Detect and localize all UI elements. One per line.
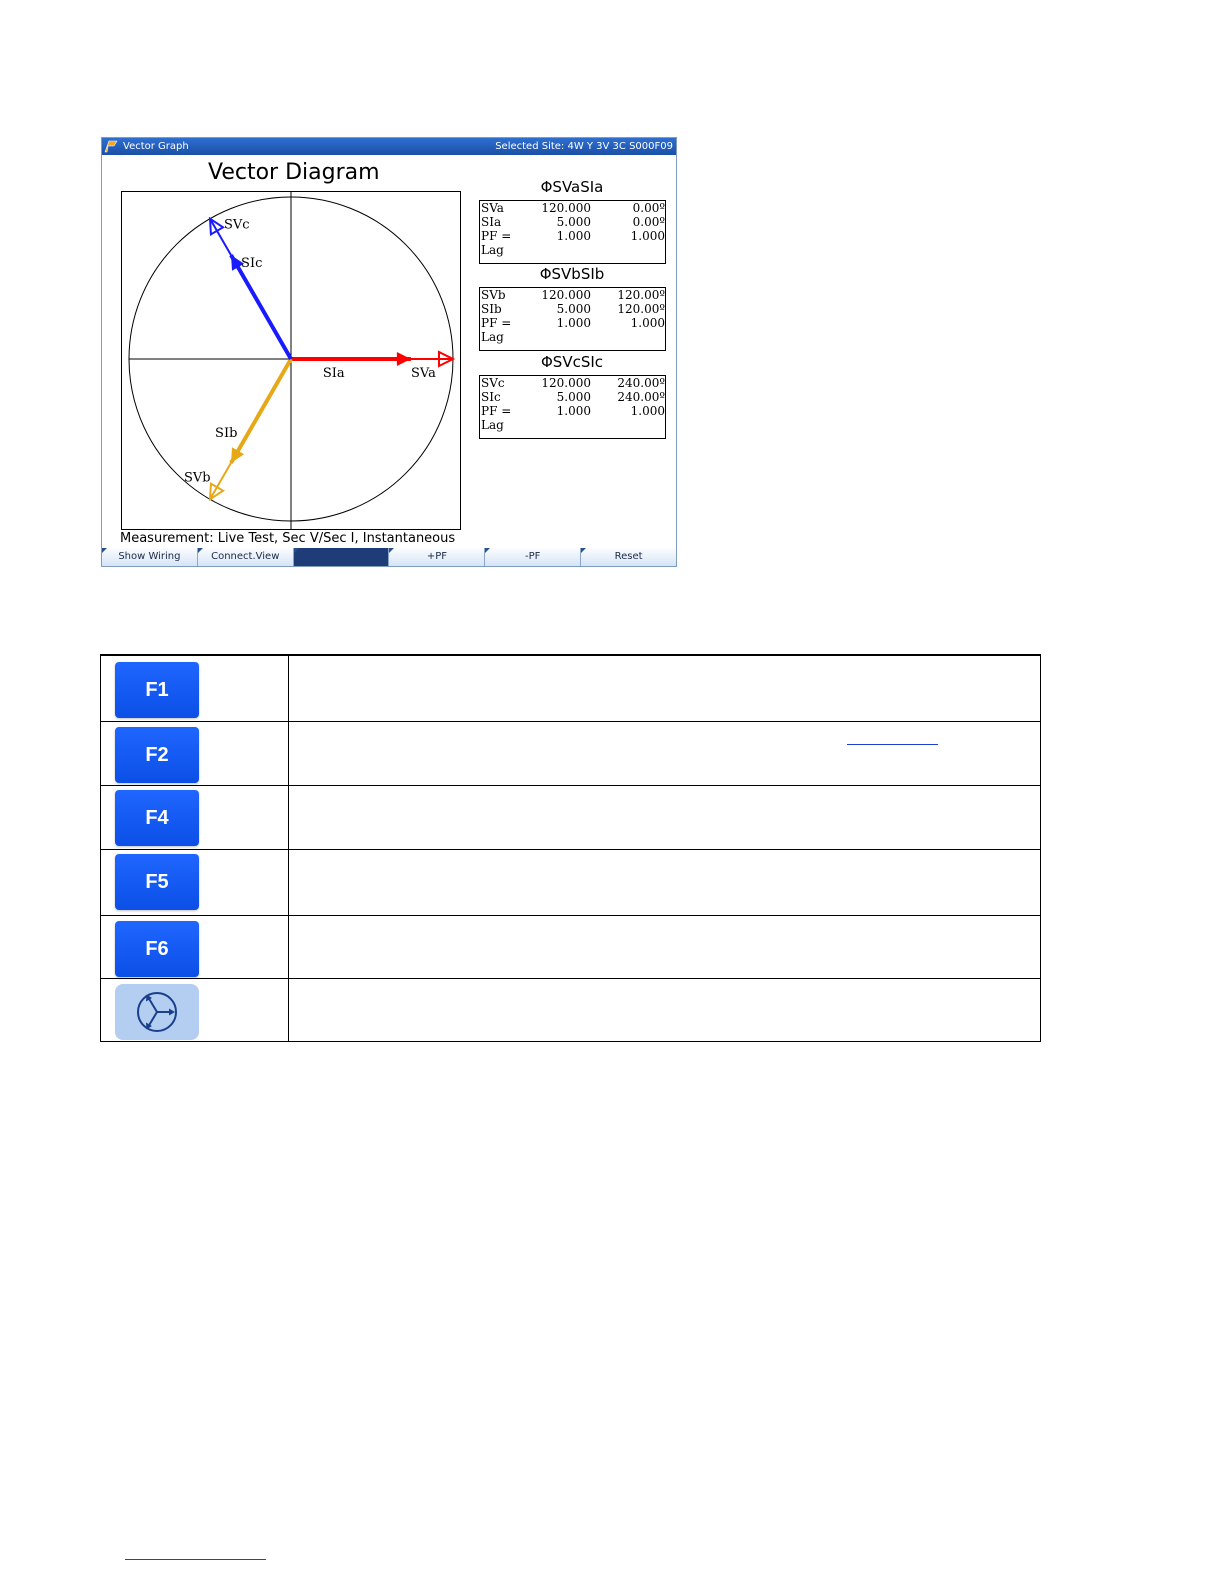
vector-graph-window <box>101 137 677 567</box>
row-label: Lag <box>481 243 504 257</box>
phase-panel <box>479 287 666 351</box>
row-angle: 240.00º <box>617 376 665 390</box>
vector-description <box>301 979 1030 1042</box>
phase-panel-row <box>481 288 665 302</box>
table-row-f5 <box>101 849 1040 916</box>
footer-link[interactable] <box>125 1559 266 1560</box>
f4-description <box>301 786 1030 850</box>
window-title: Vector Graph <box>123 141 189 152</box>
softkey-show-wiring[interactable]: Show Wiring <box>102 548 197 566</box>
row-angle: 120.00º <box>617 302 665 316</box>
row-value: 1.000 <box>556 404 591 418</box>
vector-label-sic: SIc <box>241 256 263 272</box>
row-label: SVb <box>481 288 506 302</box>
softkey-plus-pf[interactable]: +PF <box>388 548 484 566</box>
vector-label-sia: SIa <box>322 366 345 381</box>
row-label: SVc <box>481 376 505 390</box>
f6-description <box>301 916 1030 979</box>
table-row-vector <box>101 978 1040 1042</box>
f6-key-button[interactable]: F6 <box>115 921 199 977</box>
softkey-reset[interactable]: Reset <box>580 548 676 566</box>
row-label: PF = <box>481 404 512 418</box>
phase-panel <box>479 375 666 439</box>
vector-diagram-icon[interactable] <box>115 984 199 1040</box>
measurement-label: Measurement: Live Test, Sec V/Sec I, Instantaneous <box>120 531 456 546</box>
row-label: SIc <box>481 390 501 404</box>
row-angle: 120.00º <box>617 288 665 302</box>
title-bar <box>102 138 676 155</box>
row-label: PF = <box>481 229 512 243</box>
vector-label-sib: SIb <box>215 425 238 441</box>
row-angle: 1.000 <box>630 404 665 418</box>
row-angle: 1.000 <box>630 229 665 243</box>
phase-panel-row <box>481 330 665 344</box>
row-value: 5.000 <box>556 302 591 316</box>
f1-key-button[interactable]: F1 <box>115 662 199 718</box>
softkey-blank[interactable] <box>293 548 389 566</box>
row-value: 120.000 <box>541 288 591 302</box>
vector-diagram-icon-glyph <box>115 984 199 1040</box>
table-row-f1 <box>101 655 1040 722</box>
row-label: SVa <box>481 201 504 215</box>
row-value: 1.000 <box>556 316 591 330</box>
app-logo-icon <box>104 140 118 153</box>
row-angle: 240.00º <box>617 390 665 404</box>
row-angle: 0.00º <box>632 215 665 229</box>
phase-panel-row <box>481 316 665 330</box>
phase-panel-row <box>481 418 665 432</box>
phase-panel-title: ΦSVbSIb <box>539 265 605 283</box>
function-key-table <box>100 654 1041 1042</box>
vector-label-sva: SVa <box>411 366 436 381</box>
f4-key-button[interactable]: F4 <box>115 790 199 846</box>
row-label: PF = <box>481 316 512 330</box>
f2-key-button[interactable]: F2 <box>115 727 199 783</box>
vector-label-svc: SVc <box>224 217 250 233</box>
row-angle: 1.000 <box>630 316 665 330</box>
softkey-connect-view[interactable]: Connect.View <box>197 548 293 566</box>
softkey-bar <box>102 548 676 566</box>
phase-panel <box>479 200 666 264</box>
f5-key-button[interactable]: F5 <box>115 854 199 910</box>
row-value: 5.000 <box>556 215 591 229</box>
diagram-title: Vector Diagram <box>208 160 380 185</box>
phase-panel-row <box>481 201 665 215</box>
row-angle: 0.00º <box>632 201 665 215</box>
phase-panel-row <box>481 390 665 404</box>
row-label: Lag <box>481 330 504 344</box>
row-label: SIa <box>481 215 502 229</box>
phase-panel-row <box>481 243 665 257</box>
f5-description <box>301 850 1030 916</box>
row-label: SIb <box>481 302 502 316</box>
phase-panel-row <box>481 229 665 243</box>
phase-panel-title: ΦSVcSIc <box>540 353 604 371</box>
vector-plot <box>121 191 461 530</box>
vector-label-svb: SVb <box>184 470 211 486</box>
selected-site: Selected Site: 4W Y 3V 3C S000F09 <box>495 141 673 152</box>
row-value: 120.000 <box>541 201 591 215</box>
row-value: 120.000 <box>541 376 591 390</box>
phase-panel-row <box>481 376 665 390</box>
link-underline[interactable] <box>847 744 938 745</box>
f2-description <box>301 722 1030 785</box>
row-value: 1.000 <box>556 229 591 243</box>
phase-panel-row <box>481 215 665 229</box>
row-label: Lag <box>481 418 504 432</box>
phase-panel-title: ΦSVaSIa <box>540 178 604 196</box>
row-value: 5.000 <box>556 390 591 404</box>
phase-panel-row <box>481 302 665 316</box>
f1-description <box>301 656 1030 722</box>
phase-panel-row <box>481 404 665 418</box>
table-row-f4 <box>101 785 1040 850</box>
table-row-f6 <box>101 915 1040 979</box>
softkey-minus-pf[interactable]: -PF <box>484 548 580 566</box>
table-row-f2 <box>101 721 1040 785</box>
